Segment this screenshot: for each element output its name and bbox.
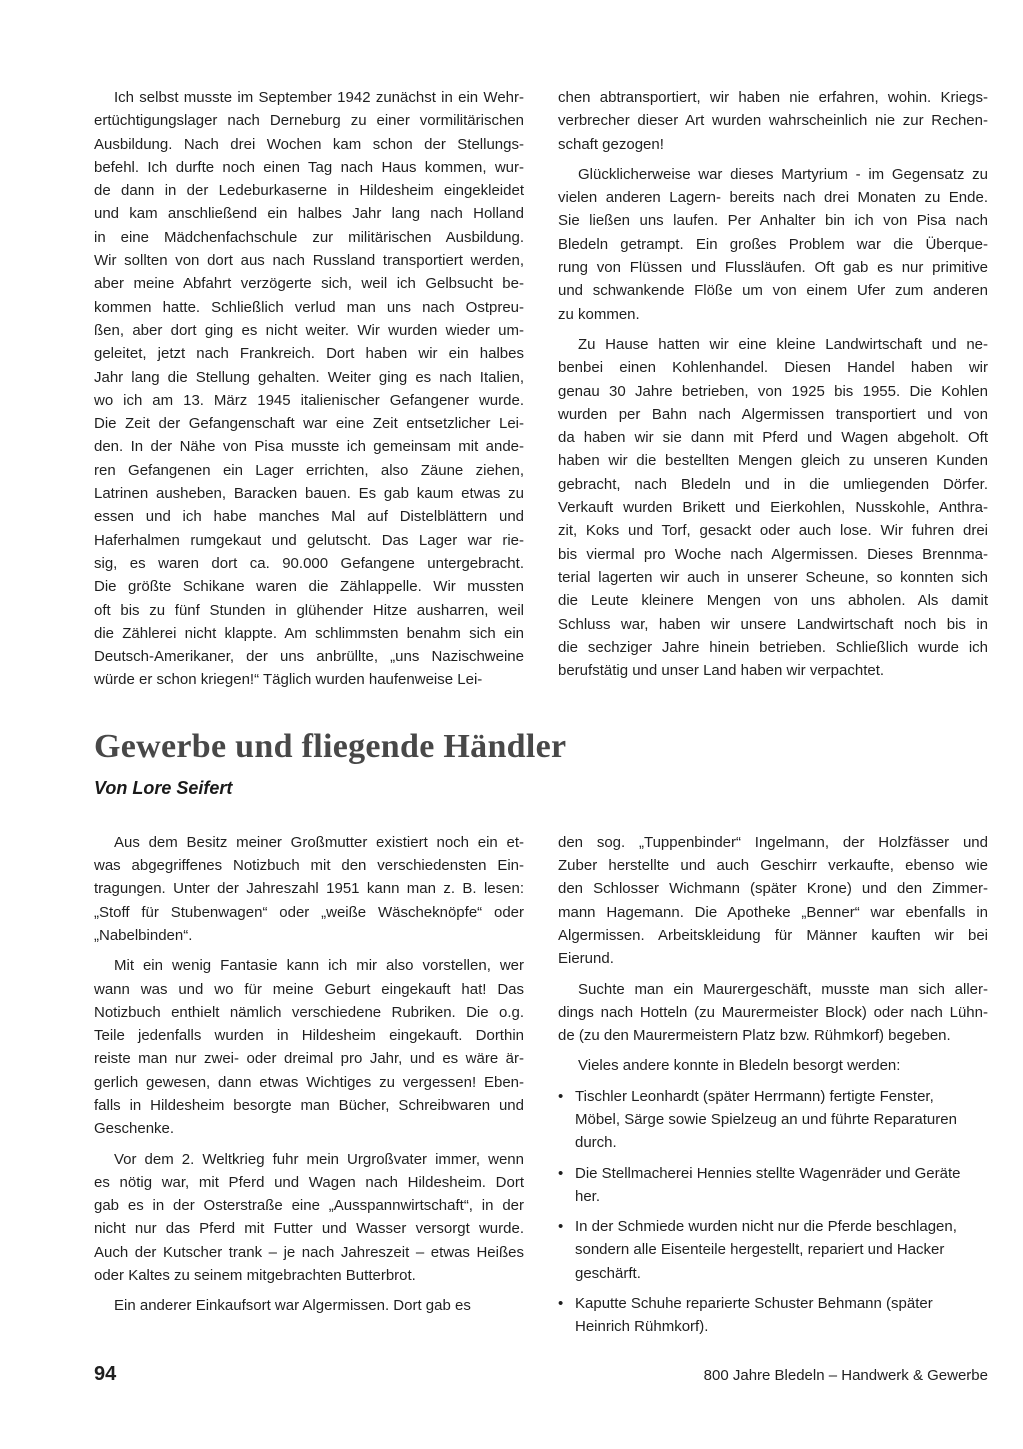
text-line: Ich selbst musste im September 1942 zunächst in ein Wehr- — [114, 89, 524, 106]
text-line: Verkauft wurden Brikett und Eierkohlen, Nusskohle, Anthra- — [558, 499, 988, 517]
paragraph — [94, 86, 524, 692]
chapter-byline: Von Lore Seifert — [94, 777, 233, 798]
paragraph — [94, 954, 524, 1140]
text-line: Sie ließen uns laufen. Per Anhalter bin ich von Pisa nach — [558, 212, 988, 230]
text-line: benbei einen Kohlenhandel. Diesen Handel haben wir — [558, 359, 988, 377]
text-line: Glücklicherweise war dieses Martyrium - im Gegensatz zu — [578, 165, 988, 183]
text-line: haben wir die bestellten Mengen gleich zu unseren Kunden — [558, 452, 988, 470]
text-line: kommen hatte. Schließlich verlud man uns nach Ostpreu- — [94, 298, 524, 316]
text-line: Zuber herstellte und auch Geschirr verkaufte, ebenso wie — [558, 857, 988, 875]
text-line: Auch der Kutscher trank – je nach Jahreszeit – etwas Heißes — [94, 1243, 524, 1261]
bottom-right-column — [558, 831, 988, 1339]
text-line: Geschenke. — [94, 1120, 175, 1138]
text-line: berufstätig und unser Land haben wir verpachtet. — [558, 662, 885, 680]
bullet-icon: • — [558, 1295, 564, 1313]
text-line: „Nabelbinden“. — [94, 926, 193, 944]
top-right-column — [558, 86, 988, 692]
text-line: rung von Flüssen und Flussläufen. Oft gab es nur primitive — [558, 259, 988, 277]
text-line: geschärft. — [575, 1264, 641, 1282]
text-line: dings nach Hotteln (zu Maurermeister Block) oder nach Lühn- — [558, 1003, 988, 1021]
text-line: Latrinen ausheben, Baracken bauen. Es gab kaum etwas zu — [94, 485, 524, 503]
text-line: gebracht, nach Bledeln und in die umliegenden Dörfer. — [558, 475, 988, 493]
text-line: nicht nur das Pferd mit Futter und Wasser versorgt wurde. — [94, 1220, 524, 1238]
text-line: wurden per Bahn nach Algermissen transportiert und von — [558, 405, 988, 423]
paragraph — [94, 1148, 524, 1288]
text-line: oft bis zu fünf Stunden in glühender Hitze ausharren, weil — [94, 601, 524, 619]
text-line: tragungen. Unter der Jahreszahl 1951 kann man z. B. lesen: — [94, 880, 524, 898]
text-line: de (zu den Maurermeistern Platz bzw. Rühmkorf) begeben. — [558, 1027, 951, 1045]
running-title: 800 Jahre Bledeln – Handwerk & Gewerbe — [703, 1366, 988, 1384]
top-left-column — [94, 86, 524, 692]
text-line: her. — [575, 1187, 601, 1205]
text-line: Schluss war, haben wir unsere Landwirtschaft noch bis in — [558, 615, 988, 633]
text-line: Tischler Leonhardt (später Herrmann) fertigte Fenster, — [575, 1087, 934, 1105]
paragraph — [558, 163, 988, 326]
text-line: gab es in der Osterstraße eine „Ausspannwirtschaft“, in der — [94, 1197, 524, 1215]
text-line: reiste man nur zwei- oder dreimal pro Jahr, und es wäre är- — [94, 1050, 524, 1068]
text-line: zu kommen. — [558, 305, 640, 323]
text-line: und kam anschließend ein halbes Jahr lang nach Holland — [94, 205, 524, 223]
text-line: Haferhalmen rumgekaut und gelutscht. Das Lager war rie- — [94, 531, 524, 549]
text-line: terial lagerten wir auch in unserer Scheune, so konnten sich — [558, 568, 988, 586]
text-line: den Schlosser Wichmann (später Krone) und den Zimmer- — [558, 880, 988, 898]
text-line: aber meine Abfahrt verzögerte sich, weil ich Gelbsucht be- — [94, 275, 524, 293]
text-line: essen und ich habe manches Mal auf Distelblättern und — [94, 508, 524, 526]
text-line: Heinrich Rühmkorf). — [575, 1318, 709, 1336]
text-line: in eine Mädchenfachschule zur militärischen Ausbildung. — [94, 228, 524, 246]
text-line: „Stoff für Stubenwagen“ oder „weiße Wäscheknöpfe“ oder — [94, 903, 524, 921]
text-line: falls in Hildesheim besorgte man Bücher, Schreibwaren und — [94, 1096, 524, 1114]
bullet-icon: • — [558, 1087, 564, 1105]
page-number: 94 — [94, 1362, 117, 1385]
text-line: Ein anderer Einkaufsort war Algermissen. Dort gab es — [114, 1297, 471, 1315]
text-line: de dann in der Ledeburkaserne in Hildesheim eingekleidet — [94, 182, 524, 200]
text-line: Zu Hause hatten wir eine kleine Landwirtschaft und ne- — [578, 335, 988, 353]
text-line: befehl. Ich durfte noch einen Tag nach Haus kommen, wur- — [94, 158, 524, 176]
text-line: ßen, aber dort ging es nicht weiter. Wir wurden wieder um- — [94, 321, 524, 339]
text-line: mann Hagemann. Die Apotheke „Benner“ war ebenfalls in — [558, 903, 988, 921]
text-line: Die Stellmacherei Hennies stellte Wagenräder und Geräte — [575, 1164, 961, 1182]
text-line: Mit ein wenig Fantasie kann ich mir also vorstellen, wer — [114, 957, 524, 975]
text-line: Vieles andere konnte in Bledeln besorgt werden: — [578, 1057, 901, 1075]
paragraph — [558, 86, 988, 156]
text-line: Algermissen. Arbeitskleidung für Männer kauften wir bei — [558, 926, 988, 944]
text-line: Suchte man ein Maurergeschäft, musste man sich aller- — [578, 980, 988, 998]
paragraph — [94, 1294, 524, 1317]
text-line: die sechziger Jahre hinein betrieben. Schließlich wurde ich — [558, 638, 988, 656]
text-line: oder Kaltes zu seinem mitgebrachten Butterbrot. — [94, 1267, 416, 1285]
text-line: ertüchtigungslager nach Derneburg zu einer vormilitärischen — [94, 112, 524, 130]
text-line: bis viermal pro Woche nach Algermissen. Dieses Brennma- — [558, 545, 988, 563]
text-line: verbrecher dieser Art wurden wahrscheinlich nie zur Rechen- — [558, 112, 988, 130]
text-line: Möbel, Särge sowie Spielzeug an und führte Reparaturen — [575, 1110, 957, 1128]
chapter-title: Gewerbe und fliegende Händler — [94, 727, 567, 765]
text-line: Aus dem Besitz meiner Großmutter existiert noch ein et- — [114, 833, 524, 851]
paragraph — [94, 831, 524, 947]
text-line: durch. — [575, 1134, 617, 1152]
text-line: zit, Koks und Torf, gesackt oder auch lose. Wir fuhren drei — [558, 522, 988, 540]
text-line: was abgegriffenes Notizbuch mit den verschiedensten Ein- — [94, 857, 524, 875]
chapter-body-section — [94, 831, 988, 1339]
paragraph — [558, 1054, 988, 1077]
text-line: und schwankende Flöße um von einem Ufer zum anderen — [558, 282, 988, 300]
text-line: In der Schmiede wurden nicht nur die Pferde beschlagen, — [575, 1218, 957, 1236]
text-line: Eierund. — [558, 950, 614, 968]
text-line: gerlich gewesen, dann etwas Wichtiges zu vergessen! Eben- — [94, 1073, 524, 1091]
text-line: Teile jedenfalls wurden in Hildesheim eingekauft. Dorthin — [94, 1027, 524, 1045]
bullet-item — [558, 1085, 988, 1155]
top-continuation-section — [94, 86, 988, 692]
text-line: Ausbildung. Nach drei Wochen kam schon der Stellungs- — [94, 135, 524, 153]
text-line: sig, es waren dort ca. 90.000 Gefangene untergebracht. — [94, 554, 524, 572]
text-line: Vor dem 2. Weltkrieg fuhr mein Urgroßvater immer, wenn — [114, 1150, 524, 1168]
text-line: chen abtransportiert, wir haben nie erfahren, wohin. Kriegs- — [558, 89, 988, 106]
bullet-item — [558, 1215, 988, 1285]
text-line: sondern alle Eisenteile hergestellt, repariert und Hacker — [575, 1241, 945, 1259]
paragraph — [558, 978, 988, 1048]
bottom-left-column — [94, 831, 524, 1339]
text-line: Notizbuch enthielt nämlich verschiedene Rubriken. Die o.g. — [94, 1003, 524, 1021]
text-line: es nötig war, mit Pferd und Wagen nach Hildesheim. Dort — [94, 1173, 524, 1191]
text-line: wo ich am 13. März 1945 italienischer Gefangener wurde. — [94, 391, 524, 409]
text-line: Jahr lang die Stellung gehalten. Weiter ging es nach Italien, — [94, 368, 524, 386]
text-line: würde er schon kriegen!“ Täglich wurden haufenweise Lei- — [94, 671, 483, 689]
text-line: Deutsch-Amerikaner, der uns anbrüllte, „uns Nazischweine — [94, 648, 524, 666]
text-line: die Leute kleinere Mengen von uns abholen. Als damit — [558, 592, 988, 610]
bullet-icon: • — [558, 1218, 564, 1236]
text-line: ren Gefangenen ein Lager errichten, also Zäune ziehen, — [94, 461, 524, 479]
text-line: schaft gezogen! — [558, 135, 664, 153]
text-line: Bledeln getrampt. Ein großes Problem war die Überque- — [558, 235, 988, 253]
page-footer — [94, 1363, 988, 1386]
paragraph — [558, 333, 988, 682]
text-line: Die Zeit der Gefangenschaft war eine Zeit entsetzlicher Lei- — [94, 415, 524, 433]
text-line: den sog. „Tuppenbinder“ Ingelmann, der Holzfässer und — [558, 833, 988, 851]
text-line: den. In der Nähe von Pisa musste ich gemeinsam mit ande- — [94, 438, 524, 456]
bullet-icon: • — [558, 1164, 564, 1182]
text-line: wann was und wo für meine Geburt eingekauft hat! Das — [94, 980, 524, 998]
text-line: genau 30 Jahre betrieben, von 1925 bis 1955. Die Kohlen — [558, 382, 988, 400]
text-line: Kaputte Schuhe reparierte Schuster Behmann (später — [575, 1295, 933, 1313]
paragraph — [558, 831, 988, 971]
text-line: vielen anderen Lagern- bereits nach drei Monaten zu Ende. — [558, 189, 988, 207]
bullet-item — [558, 1292, 988, 1339]
text-line: die Zählerei nicht klappte. Am schlimmsten benahm sich ein — [94, 624, 524, 642]
text-line: Die größte Schikane waren die Zählappelle. Wir mussten — [94, 578, 524, 596]
bullet-item — [558, 1162, 988, 1209]
text-line: geleitet, jetzt nach Frankreich. Dort haben wir ein halbes — [94, 345, 524, 363]
text-line: da haben wir sie dann mit Pferd und Wagen abgeholt. Oft — [558, 429, 988, 447]
text-line: Wir sollten von dort aus nach Russland transportiert werden, — [94, 252, 524, 270]
